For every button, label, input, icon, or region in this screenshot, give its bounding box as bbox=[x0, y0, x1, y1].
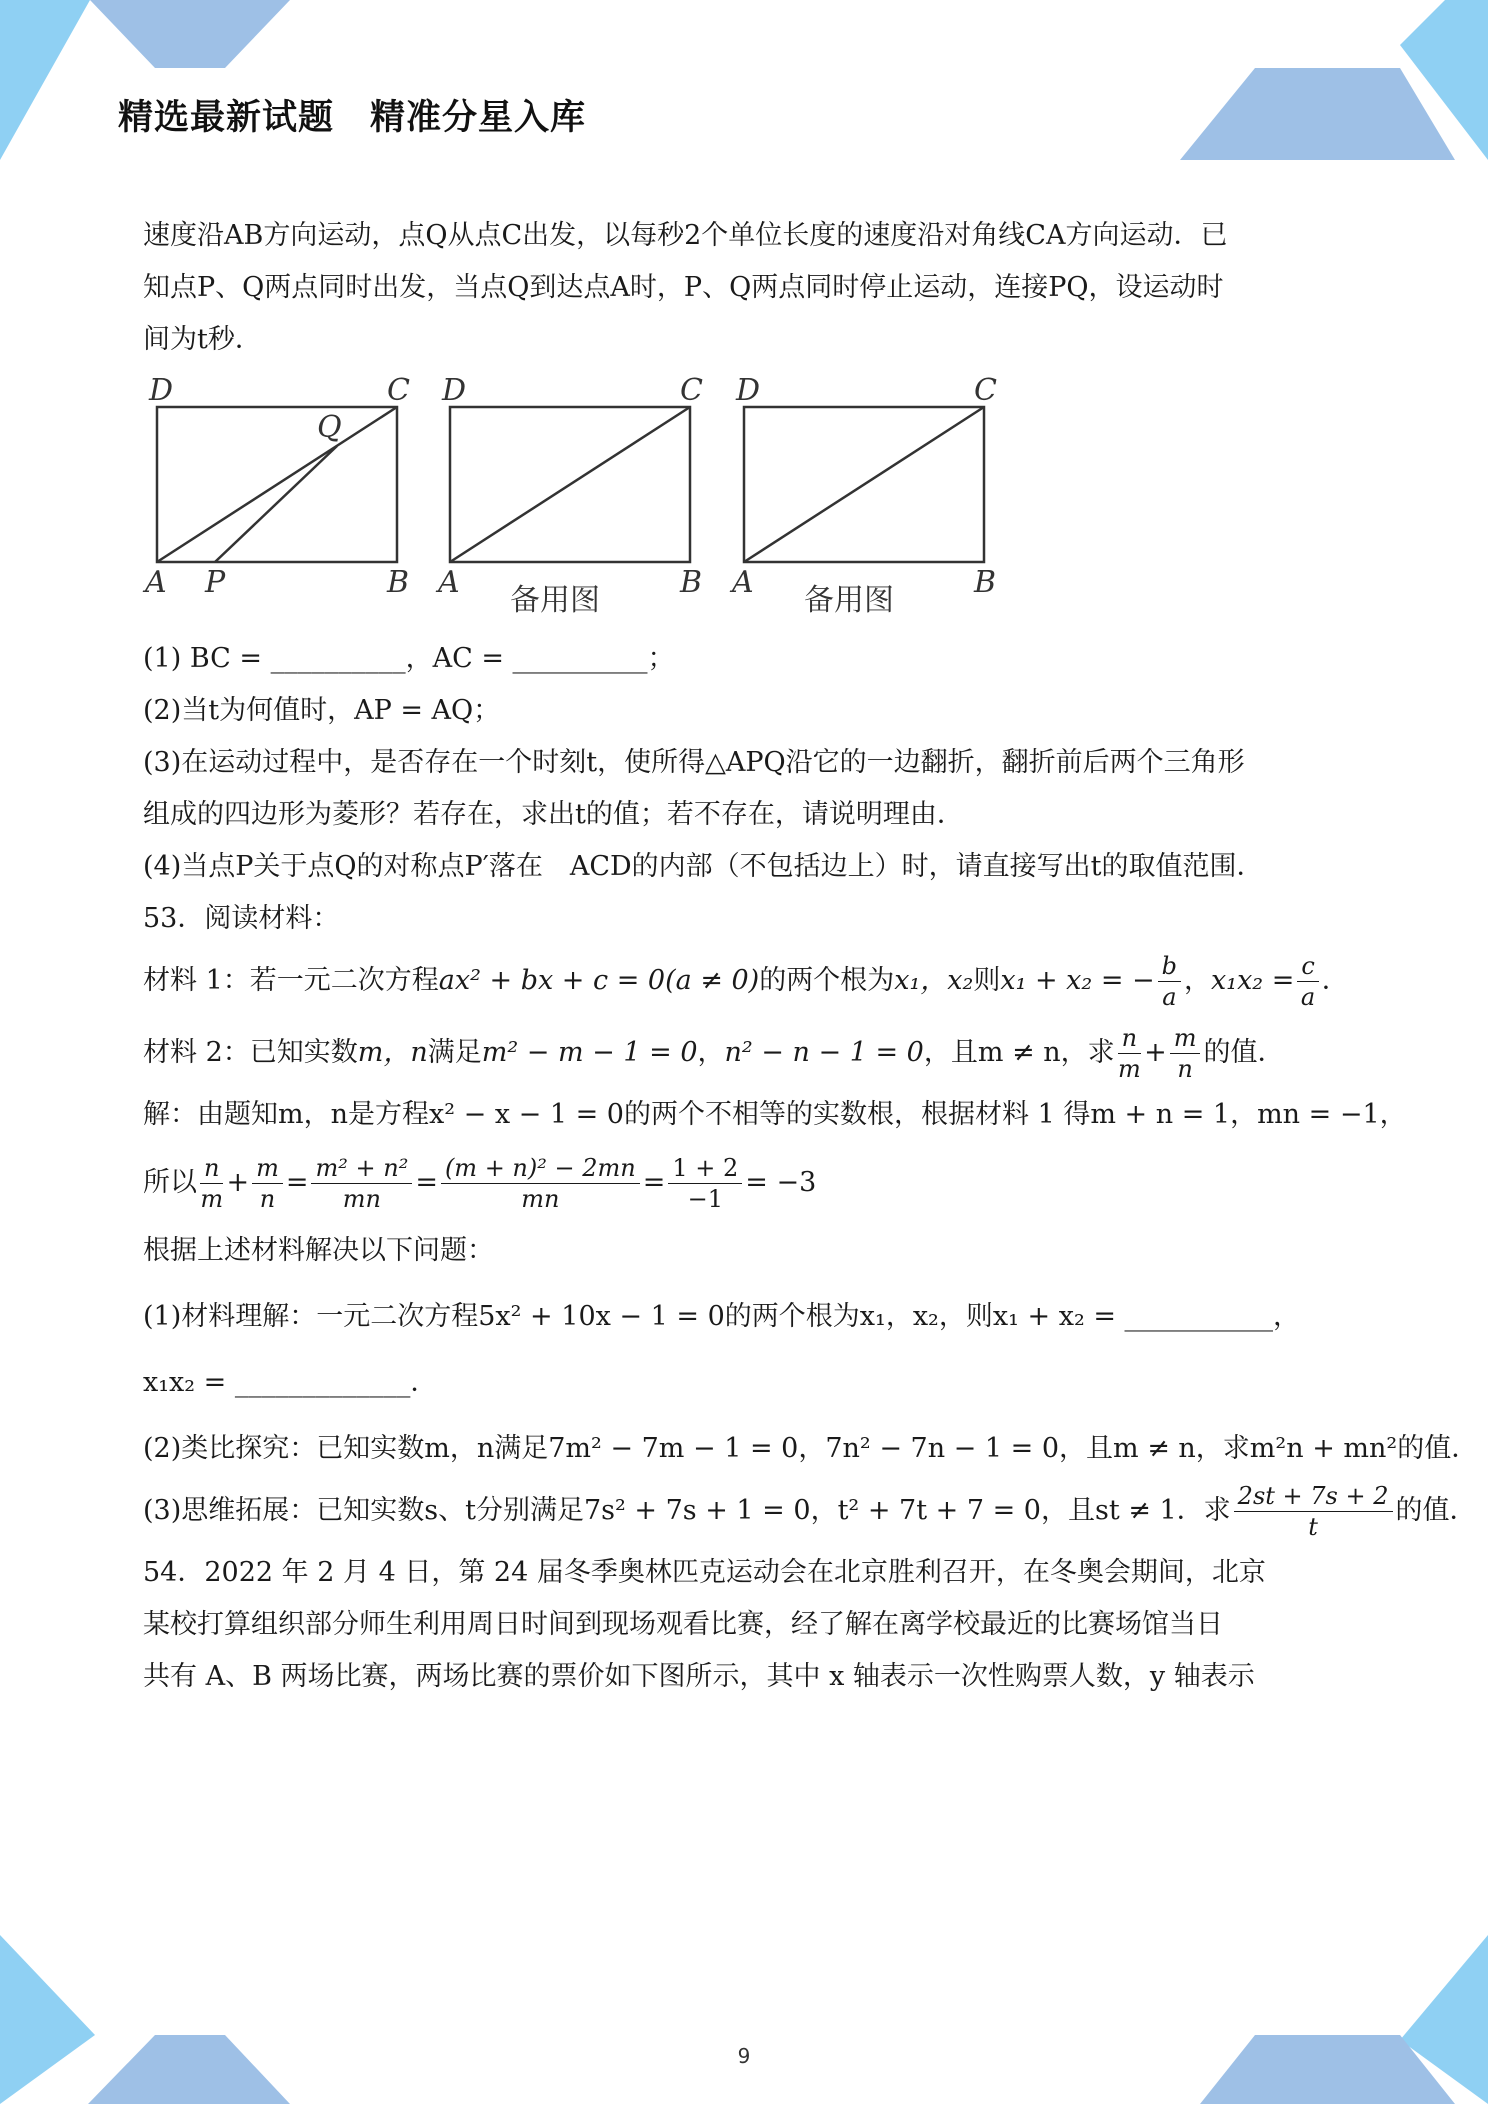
q54-line-3: 共有 A、B 两场比赛，两场比赛的票价如下图所示，其中 x 轴表示一次性购票人数，y 轴表示 bbox=[143, 1661, 1255, 1692]
label-C: C bbox=[974, 373, 997, 408]
figure-caption: 备用图 bbox=[804, 583, 894, 618]
label-A: A bbox=[732, 565, 754, 600]
intro-line-2: 知点P、Q两点同时出发，当点Q到达点A时，P、Q两点同时停止运动，连接PQ，设运动时 bbox=[143, 272, 1224, 303]
label-D: D bbox=[149, 373, 174, 408]
label-Q: Q bbox=[317, 410, 342, 445]
label-B: B bbox=[974, 565, 997, 600]
q52-part-2: (2)当t为何值时，AP = AQ； bbox=[143, 695, 501, 726]
q53-task-3: (3)思维拓展：已知实数s、t分别满足7s² + 7s + 1 = 0，t² + 7t + 7 = 0，且st ≠ 1．求 $\frac{2st + 7s + 2}{t}$ 的值． bbox=[143, 1482, 1477, 1541]
q53-task-1-line-2: x₁x₂ = _____________． bbox=[143, 1367, 438, 1398]
fraction-c-over-a: $\frac{c}{a}$ bbox=[1297, 951, 1318, 1012]
intro-line-3: 间为t秒． bbox=[143, 324, 262, 355]
page-header-title: 精选最新试题 精准分星入库 bbox=[118, 98, 587, 138]
q53-task-1-line-1: (1)材料理解：一元二次方程5x² + 10x − 1 = 0的两个根为x₁，x₂，则x₁ + x₂ = ___________， bbox=[143, 1301, 1301, 1332]
q53-task: 根据上述材料解决以下问题： bbox=[143, 1235, 494, 1266]
fraction-expanded: $\frac{\text{(m + n)² − 2mn}}{mn}$ bbox=[441, 1153, 640, 1214]
fraction-numeric: $\frac{1 + 2}{-1}$ bbox=[668, 1153, 742, 1214]
q53-solution-line-1: 解：由题知m，n是方程x² − x − 1 = 0的两个不相等的实数根，根据材料 1 得m + n = 1，mn = −1， bbox=[143, 1099, 1407, 1130]
q53-material-2: 材料 2：已知实数m，n满足m² − m − 1 = 0，n² − n − 1 = 0，且m ≠ n，求 $\frac{n}{m}$ + $\frac{m}{n}$ 的值． bbox=[143, 1024, 1285, 1083]
corner-band-top-left bbox=[90, 0, 290, 68]
q53-title: 53．阅读材料： bbox=[143, 903, 340, 934]
geometry-figures bbox=[137, 372, 1037, 622]
q53-task-2: (2)类比探究：已知实数m，n满足7m² − 7m − 1 = 0，7n² − 7n − 1 = 0，且m ≠ n，求m²n + mn²的值． bbox=[143, 1433, 1479, 1464]
q52-part-3-line-2: 组成的四边形为菱形？若存在，求出t的值；若不存在，请说明理由． bbox=[143, 799, 964, 830]
fraction-n-over-m: $\frac{n}{m}$ bbox=[1117, 1024, 1141, 1083]
q52-part-1: (1) BC = __________，AC = __________； bbox=[143, 643, 675, 674]
corner-triangle-top-right bbox=[1400, 0, 1488, 160]
label-B: B bbox=[680, 565, 703, 600]
q54-line-1: 54．2022 年 2 月 4 日，第 24 届冬季奥林匹克运动会在北京胜利召开，在冬奥会期间，北京 bbox=[143, 1557, 1266, 1588]
figure-main bbox=[142, 373, 410, 600]
label-A: A bbox=[438, 565, 460, 600]
fraction-task-3: $\frac{2st + 7s + 2}{t}$ bbox=[1234, 1481, 1393, 1542]
fraction-sum-of-squares: $\frac{\text{m² + n²}}{mn}$ bbox=[311, 1153, 412, 1214]
corner-triangle-bottom-left bbox=[0, 1935, 95, 2104]
label-B: B bbox=[387, 565, 410, 600]
q53-solution-line-2: 所以 $\frac{n}{m}$ + $\frac{m}{n}$ = $\frac{\text{m² + n²}}{mn}$ = $\frac{\text{(m + n)² − 2mn}}{mn}$ = $\frac{1 + 2}{-1}$ = −3 bbox=[143, 1154, 817, 1213]
figure-spare-1 bbox=[435, 373, 703, 618]
label-C: C bbox=[387, 373, 410, 408]
page-number: 9 bbox=[737, 2044, 751, 2068]
question-content bbox=[143, 210, 1479, 1703]
q53-material-1: 材料 1：若一元二次方程ax² + bx + c = 0(a ≠ 0)的两个根为x₁，x₂则x₁ + x₂ = − $\frac{b}{a}$ ，x₁x₂ = $\frac{c}{a}$ ． bbox=[143, 952, 1349, 1011]
figure-caption: 备用图 bbox=[510, 583, 600, 618]
intro-line-1: 速度沿AB方向运动，点Q从点C出发，以每秒2个单位长度的速度沿对角线CA方向运动．已 bbox=[143, 220, 1228, 251]
figure-spare-2 bbox=[729, 373, 997, 618]
q52-part-4: (4)当点P关于点Q的对称点P′落在 ACD的内部（不包括边上）时，请直接写出t的取值范围． bbox=[143, 851, 1264, 882]
corner-triangle-top-left bbox=[0, 0, 90, 160]
label-C: C bbox=[680, 373, 703, 408]
q52-part-3-line-1: (3)在运动过程中，是否存在一个时刻t，使所得△APQ沿它的一边翻折，翻折前后两个三角形 bbox=[143, 747, 1245, 778]
fraction-b-over-a: $\frac{b}{a}$ bbox=[1158, 951, 1181, 1012]
label-P: P bbox=[205, 565, 226, 600]
corner-triangle-bottom-right bbox=[1400, 1935, 1488, 2104]
label-D: D bbox=[736, 373, 761, 408]
fraction-m-over-n: $\frac{m}{n}$ bbox=[1170, 1023, 1201, 1084]
corner-band-top-right bbox=[1180, 68, 1455, 160]
q54-line-2: 某校打算组织部分师生利用周日时间到现场观看比赛，经了解在离学校最近的比赛场馆当日 bbox=[143, 1609, 1223, 1640]
label-A: A bbox=[145, 565, 167, 600]
label-D: D bbox=[442, 373, 467, 408]
